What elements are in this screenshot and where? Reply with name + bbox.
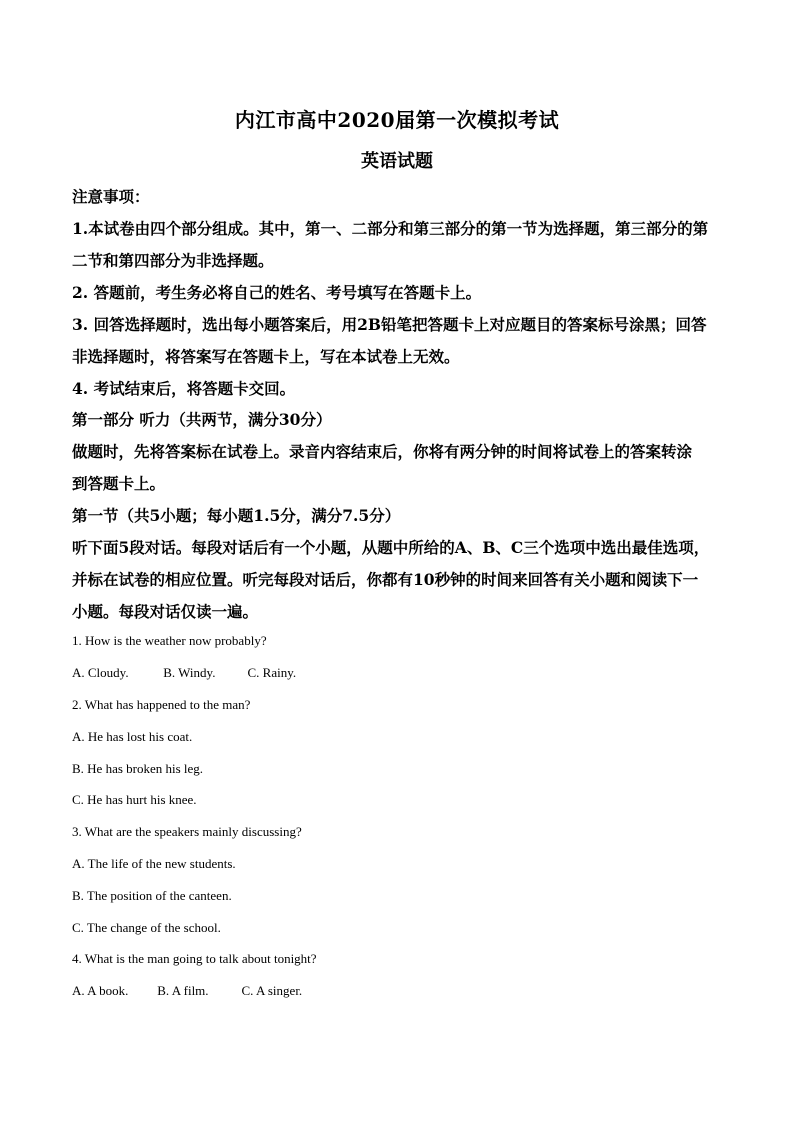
note-line: 4. 考试结束后，将答题卡交回。 [72,379,296,398]
option-a: A. Cloudy. [72,665,129,680]
question-stem: 2. What has happened to the man? [72,697,251,712]
option-c: C. Rainy. [247,665,297,680]
option-b: B. The position of the canteen. [72,888,232,903]
section1-instruction: 并标在试卷的相应位置。听完每段对话后，你都有10秒钟的时间来回答有关小题和阅读下一 [72,570,699,589]
option-c: C. He has hurt his knee. [72,792,197,807]
note-line: 1.本试卷由四个部分组成。其中，第一、二部分和第三部分的第一节为选择题，第三部分的第 [72,219,709,238]
note-line: 2. 答题前，考生务必将自己的姓名、考号填写在答题卡上。 [72,283,482,302]
question-stem: 4. What is the man going to talk about tonight? [72,951,317,966]
note-line: 3. 回答选择题时，选出每小题答案后，用2B铅笔把答题卡上对应题目的答案标号涂黑；回答 [72,315,707,334]
question-options-row [72,665,728,681]
option-a: A. The life of the new students. [72,856,236,871]
subject-title: 英语试题 [361,151,433,172]
exam-title: 内江市高中2020届第一次模拟考试 [234,108,560,132]
option-b: B. Windy. [163,665,216,680]
notes-heading: 注意事项： [72,187,150,206]
option-c: C. A singer. [241,983,303,998]
section1-instruction: 听下面5段对话。每段对话后有一个小题，从题中所给的A、B、C三个选项中选出最佳选项， [72,538,710,557]
note-line: 二节和第四部分为非选择题。 [72,251,274,270]
option-a: A. He has lost his coat. [72,729,193,744]
option-b: B. A film. [157,983,209,998]
question-options-row [72,983,728,999]
part1-instruction: 做题时，先将答案标在试卷上。录音内容结束后，你将有两分钟的时间将试卷上的答案转涂 [72,442,693,461]
note-line: 非选择题时，将答案写在答题卡上，写在本试卷上无效。 [72,347,460,366]
part1-instruction: 到答题卡上。 [72,474,166,493]
part1-heading: 第一部分 听力（共两节，满分30分） [72,410,332,429]
section1-instruction: 小题。每段对话仅读一遍。 [72,602,259,621]
section1-heading: 第一节（共5小题；每小题1.5分，满分7.5分） [72,506,401,525]
option-b: B. He has broken his leg. [72,761,204,776]
question-stem: 3. What are the speakers mainly discussing? [72,824,302,839]
option-c: C. The change of the school. [72,920,221,935]
question-stem: 1. How is the weather now probably? [72,633,267,648]
option-a: A. A book. [72,983,129,998]
